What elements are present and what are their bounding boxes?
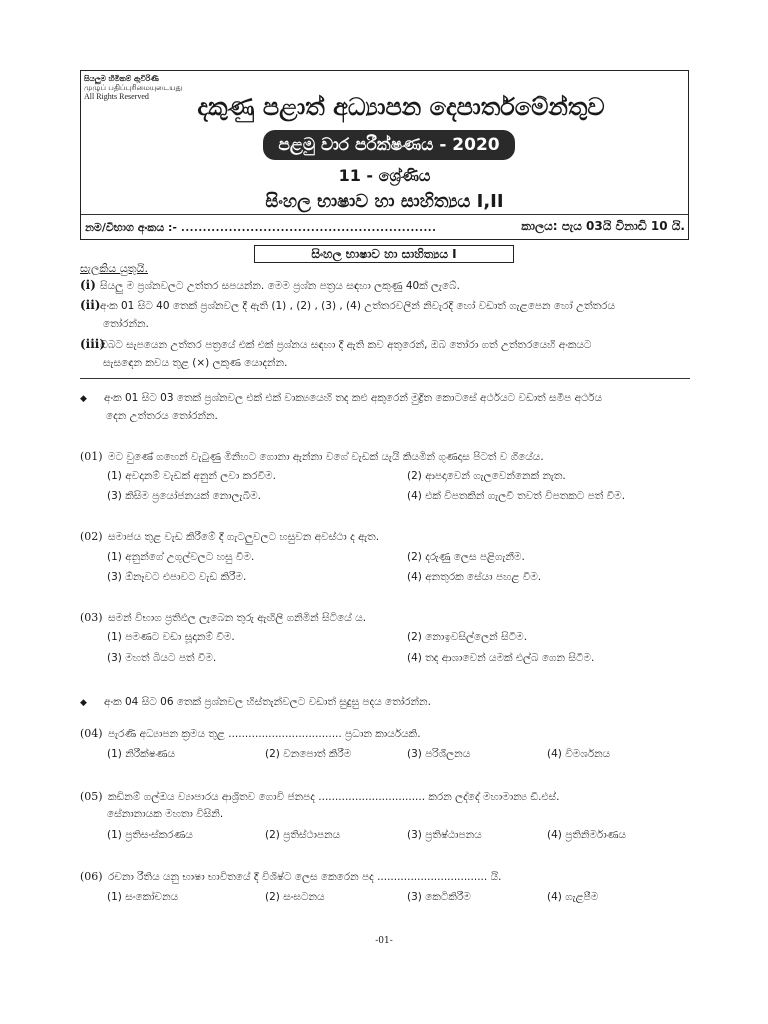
note-text: සියලු ම ප්‍රශ්නවලට උත්තර සපයන්න. මෙම ප්‍රශ්න පත්‍රය සඳහා ලකුණු 40ක් ලැබේ. [100, 280, 460, 292]
answer-option: (4) එක් විපතකින් ගැලවී තවත් විපතකට පත් වීම. [407, 490, 626, 502]
note-text-continued: සැසඳෙන කවය තුළ (×) ලකුණ යොදන්න. [103, 357, 288, 369]
copyright-tamil: முழுப் பதிப்புரிமையுடையது [84, 83, 183, 92]
answer-option: (1) අනුන්ගේ උගුල්වලට හසු වීම. [107, 551, 255, 563]
note-number: (i) [80, 278, 96, 292]
answer-option: (3) කිසිම ප්‍රයෝජනයක් නොලැබීම. [107, 490, 261, 502]
question-text: සමාජය තුළ වැඩ කිරීමේ දී ගැටලුවලට හසුවන අවස්ථා ද ඇත. [108, 531, 380, 543]
answer-option: (2) දරුණු ලෙස පළිගැනීම. [407, 551, 525, 563]
instruction [80, 694, 431, 712]
question-number: (02) [80, 530, 103, 543]
answer-option: (2) ප්‍රතිස්ථාපනය [265, 829, 341, 841]
note-number: (ii) [80, 298, 101, 312]
answer-option: (4) ගැළපීම [547, 891, 599, 903]
question [80, 611, 366, 625]
answer-option: (2) නොඉවසිල්ලෙන් සිටීම. [407, 631, 528, 643]
note-text: අංක 01 සිට 40 තෙක් ප්‍රශ්නවල දී ඇති (1) , (2) , (3) , (4) උත්තරවලින් නිවැරදි හෝ වඩාත් ගැළපෙන හෝ උත්තරය [100, 300, 616, 312]
answer-option: (4) විමර්ශනය [547, 748, 611, 760]
question-number: (01) [80, 450, 103, 463]
question-number: (06) [80, 870, 103, 883]
question [80, 870, 501, 884]
answer-option: (3) පරිශීලනය [407, 748, 471, 760]
answer-option: (4) අනතුරක සේයා පහළ වීම. [407, 571, 542, 583]
question-number: (04) [80, 727, 103, 740]
question-number: (03) [80, 611, 103, 624]
notes-heading: සැලකිය යුතුයි. [80, 262, 148, 275]
note-item [80, 277, 460, 295]
instruction-text-continued: දෙන උත්තරය තෝරන්න. [106, 410, 218, 422]
answer-option: (3) ප්‍රතිෂ්ඨාපනය [407, 829, 482, 841]
question [80, 450, 544, 464]
divider [80, 378, 690, 379]
question-text: පැරණි අධ්‍යාපන ක්‍රමය තුළ .................................. ප්‍රධාන කාර්යයකි. [108, 728, 421, 740]
question [80, 727, 421, 741]
time-allowed: කාලය: පැය 03යි විනාඩි 10 යි. [521, 219, 685, 233]
instruction-text: අංක 04 සිට 06 තෙක් ප්‍රශ්නවල හිස්තැන්වලට වඩාත් සුදුසු පදය තෝරන්න. [104, 696, 431, 708]
note-item [80, 297, 615, 315]
answer-option: (1) සංකෝචනය [107, 891, 179, 903]
instruction [80, 390, 602, 408]
index-row [81, 214, 688, 241]
note-text: ඔබට සැපයෙන උත්තර පත්‍රයේ එක් එක් ප්‍රශ්නය සඳහා දී ඇති කව අතුරෙන්, ඔබ තෝරා ගත් උත්තරයෙහි අංකයට [100, 339, 592, 351]
instruction-text: අංක 01 සිට 03 තෙක් ප්‍රශ්නවල එක් එක් වාක්‍යයෙහි තද කළු අකුරෙන් මුද්‍රිත කොටසේ අර්ථයට වඩාත් සමීප අර්ථය [104, 392, 603, 404]
question-text: රචනා රීතිය යනු භාෂා භාවිතයේ දී විශිෂ්ට ලෙස කෙරෙන පද ................................. යි. [108, 871, 502, 883]
grade-label: 11 - ශ්‍රේණිය [338, 166, 431, 185]
copyright-notice [84, 74, 182, 101]
diamond-bullet-icon: ◆ [80, 394, 87, 404]
page-number: -01- [375, 936, 393, 946]
answer-option: (2) වනපොත් කිරීම [265, 748, 352, 760]
note-text-continued: තෝරන්න. [103, 318, 149, 330]
department-title: දකුණු පළාත් අධ්‍යාපන දෙපාර්තමේන්තුව [197, 93, 605, 121]
question [80, 790, 559, 804]
answer-option: (4) තද ආශාවෙන් යමක් එල්බ ගෙන සිටීම. [407, 652, 595, 664]
answer-option: (1) ප්‍රතිසංස්කරණය [107, 829, 193, 841]
answer-option: (4) ප්‍රතිනිර්මාණය [547, 829, 627, 841]
exam-banner: පළමු වාර පරීක්ෂණය - 2020 [263, 130, 515, 160]
answer-option: (1) අවදානම් වැඩක් අනුන් ලවා කරවීම. [107, 470, 276, 482]
header-box [80, 70, 689, 240]
paper-title: සිංහල භාෂාව හා සාහිත්‍යය I [254, 245, 514, 263]
question-text: කඩිනම් ගල්ඔය ව්‍යාපාරය ආශ්‍රිතව ගොවි ජනපද ................................ කරන ලද්දේ මහාමාන්‍ය ඩී.එස්. [108, 791, 560, 803]
answer-option: (2) ආපදාවෙන් ගැලවෙන්නෙක් නැත. [407, 470, 566, 482]
subject-title: සිංහල භාෂාව හා සාහිත්‍යය I,II [265, 191, 504, 212]
index-field: ........................................................... [181, 221, 437, 234]
question-text: සමන් විභාග ප්‍රතිඵල ලැබෙන තුරු ඇඟිලි ගනිමින් සිටියේ ය. [108, 612, 367, 624]
answer-option: (1) පමණට වඩා සූදානම් වීම. [107, 631, 235, 643]
copyright-english: All Rights Reserved [84, 92, 149, 101]
answer-option: (3) ඕනෑවට එපාවට වැඩ කිරීම. [107, 571, 247, 583]
answer-option: (3) මහත් බියට පත් වීම. [107, 652, 217, 664]
answer-option: (1) නිරීක්ෂණය [107, 748, 176, 760]
question-number: (05) [80, 790, 103, 803]
answer-option: (2) සංඝටනය [265, 891, 325, 903]
copyright-sinhala: සියලුම හිමිකම් ඇවිරිණි [84, 74, 159, 83]
note-item [80, 336, 591, 354]
note-number: (iii) [80, 337, 106, 351]
answer-option: (3) කෙටිකිරීම [407, 891, 471, 903]
question [80, 530, 379, 544]
diamond-bullet-icon: ◆ [80, 698, 87, 708]
question-text-continued: සේනානායක මහතා විසිනි. [107, 808, 224, 820]
index-label: නම/විභාග අංකය :- [85, 221, 177, 234]
question-text: මට වුණේ ගහෙන් වැටුණු මිනිහට ගොනා ඇන්නා වගේ වැඩක් යැයි කියමින් ගුණදාස පිටත් ව ගියේය. [108, 451, 544, 463]
